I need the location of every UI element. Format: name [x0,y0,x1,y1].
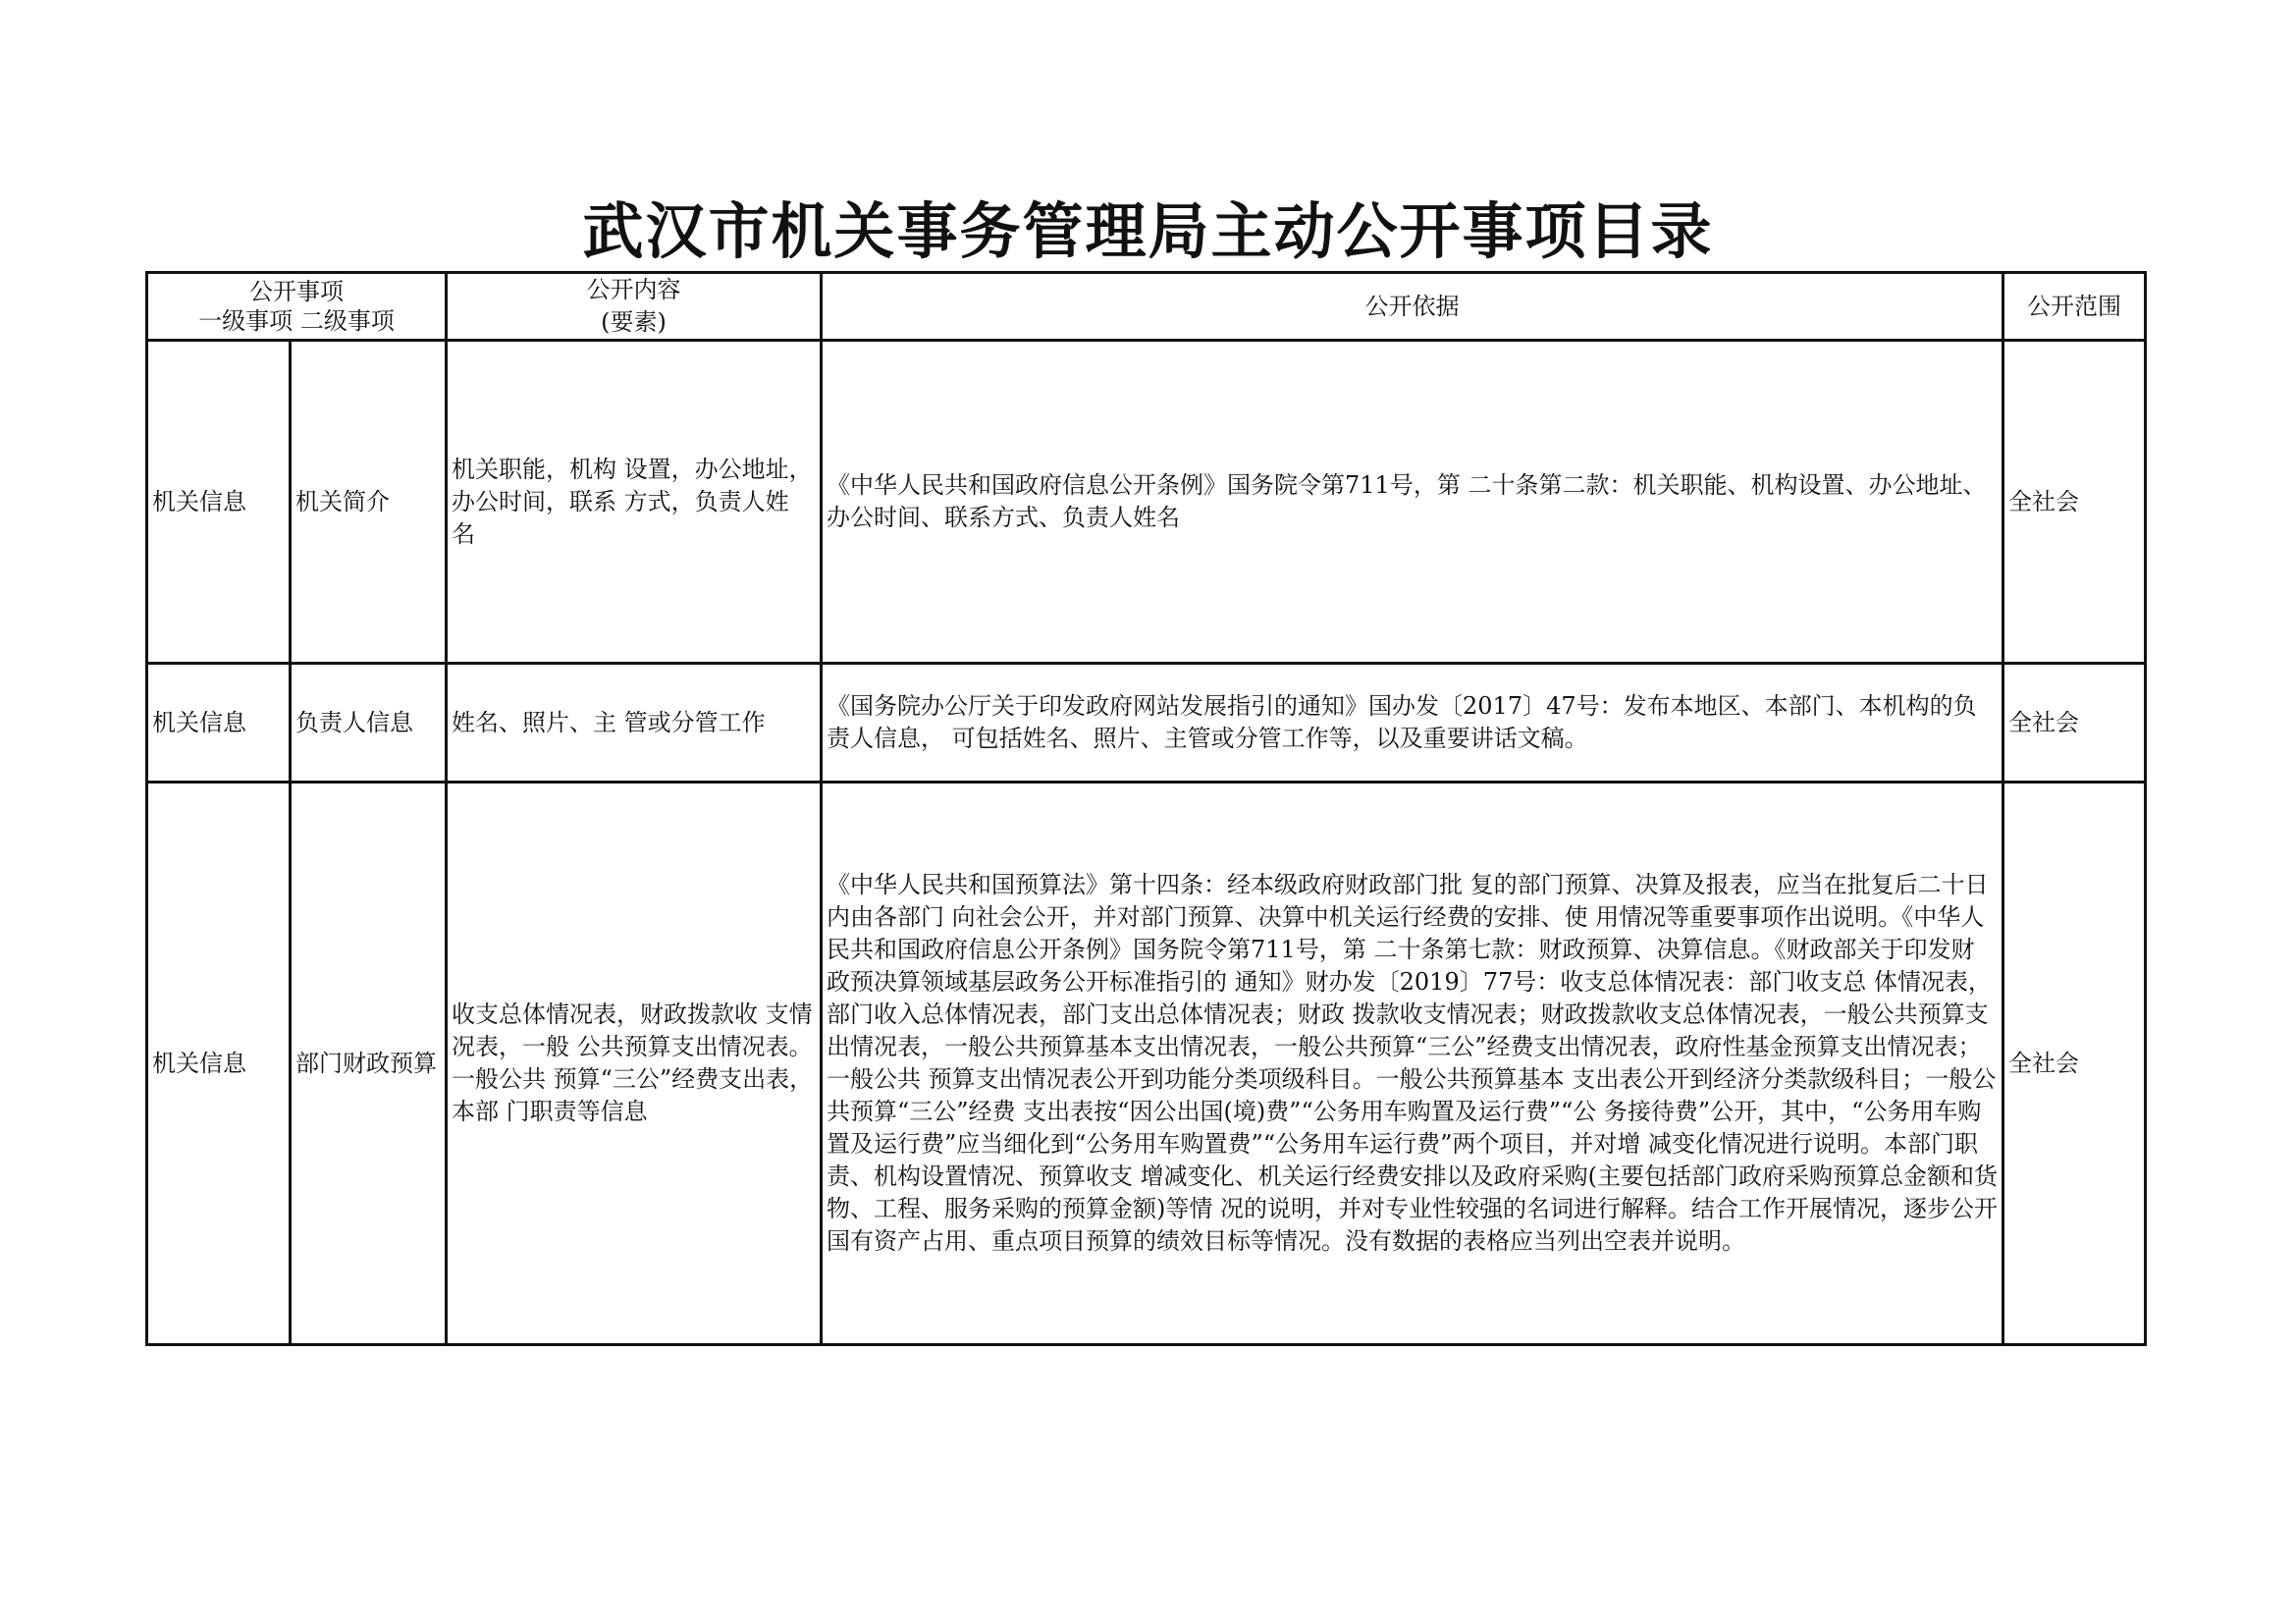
level1-cell: 机关信息 [147,664,291,783]
table-row [147,664,2146,783]
document-title: 武汉市机关事务管理局主动公开事项目录 [582,195,1714,267]
level2-cell: 部门财政预算 [291,783,447,1345]
basis-cell: 《中华人民共和国预算法》第十四条：经本级政府财政部门批 复的部门预算、决算及报表，应当在批复后二十日内由各部门 向社会公开，并对部门预算、决算中机关运行经费的安排、使 用情况等重要事项作出说明。《中华人民共和国政府信息公开条例》国务院令第711号，第 二十条第七款：财政预算、决算信息。《财政部关于印发财政预决算领域基层政务公开标准指引的 通知》财办发〔2019〕77号：收支总体情况表：部门收支总 体情况表，部门收入总体情况表，部门支出总体情况表；财政 拨款收支情况表；财政拨款收支总体情况表，一般公共预算支 出情况表，一般公共预算基本支出情况表，一般公共预算“三公”经费支出情况表，政府性基金预算支出情况表；一般公共 预算支出情况表公开到功能分类项级科目。一般公共预算基本 支出表公开到经济分类款级科目；一般公共预算“三公”经费 支出表按“因公出国(境)费”“公务用车购置及运行费”“公 务接待费”公开，其中，“公务用车购置及运行费”应当细化到“公务用车购置费”“公务用车运行费”两个项目，并对增 减变化情况进行说明。本部门职责、机构设置情况、预算收支 增减变化、机关运行经费安排以及政府采购(主要包括部门政府采购预算总金额和货物、工程、服务采购的预算金额)等情 况的说明，并对专业性较强的名词进行解释。结合工作开展情况，逐步公开国有资产占用、重点项目预算的绩效目标等情况。没有数据的表格应当列出空表并说明。 [822,783,2003,1345]
content-cell: 收支总体情况表，财政拨款收 支情况表，一般 公共预算支出情况表。一般公共 预算“三公”经费支出表，本部 门职责等信息 [447,783,822,1345]
content-cell: 机关职能，机构 设置，办公地址， 办公时间，联系 方式，负责人姓 名 [447,341,822,664]
level1-cell: 机关信息 [147,341,291,664]
header-items-group: 公开事项 [249,278,344,305]
header-items-cell [147,273,447,341]
header-content-cell [447,273,822,341]
basis-cell: 《中华人民共和国政府信息公开条例》国务院令第711号，第 二十条第二款：机关职能、机构设置、办公地址、办公时间、联系方式、负责人姓名 [822,341,2003,664]
table-row [147,341,2146,664]
level2-cell: 负责人信息 [291,664,447,783]
scope-cell: 全社会 [2003,664,2146,783]
header-basis: 公开依据 [1364,292,1460,320]
header-scope: 公开范围 [2027,292,2122,320]
header-content-line2: (要素) [601,308,667,336]
scope-cell: 全社会 [2003,341,2146,664]
header-row [147,273,2146,341]
header-basis-cell [822,273,2003,341]
header-level2: 二级事项 [299,307,395,335]
header-content-line1: 公开内容 [586,276,681,303]
level1-cell: 机关信息 [147,783,291,1345]
header-scope-cell [2003,273,2146,341]
level2-cell: 机关简介 [291,341,447,664]
content-cell: 姓名、照片、主 管或分管工作 [447,664,822,783]
disclosure-catalog-table [145,271,2147,1346]
table-row [147,783,2146,1345]
basis-cell: 《国务院办公厅关于印发政府网站发展指引的通知》国办发〔2017〕47号：发布本地区、本部门、本机构的负责人信息， 可包括姓名、照片、主管或分管工作等，以及重要讲话文稿。 [822,664,2003,783]
scope-cell: 全社会 [2003,783,2146,1345]
header-level1: 一级事项 [198,307,294,335]
